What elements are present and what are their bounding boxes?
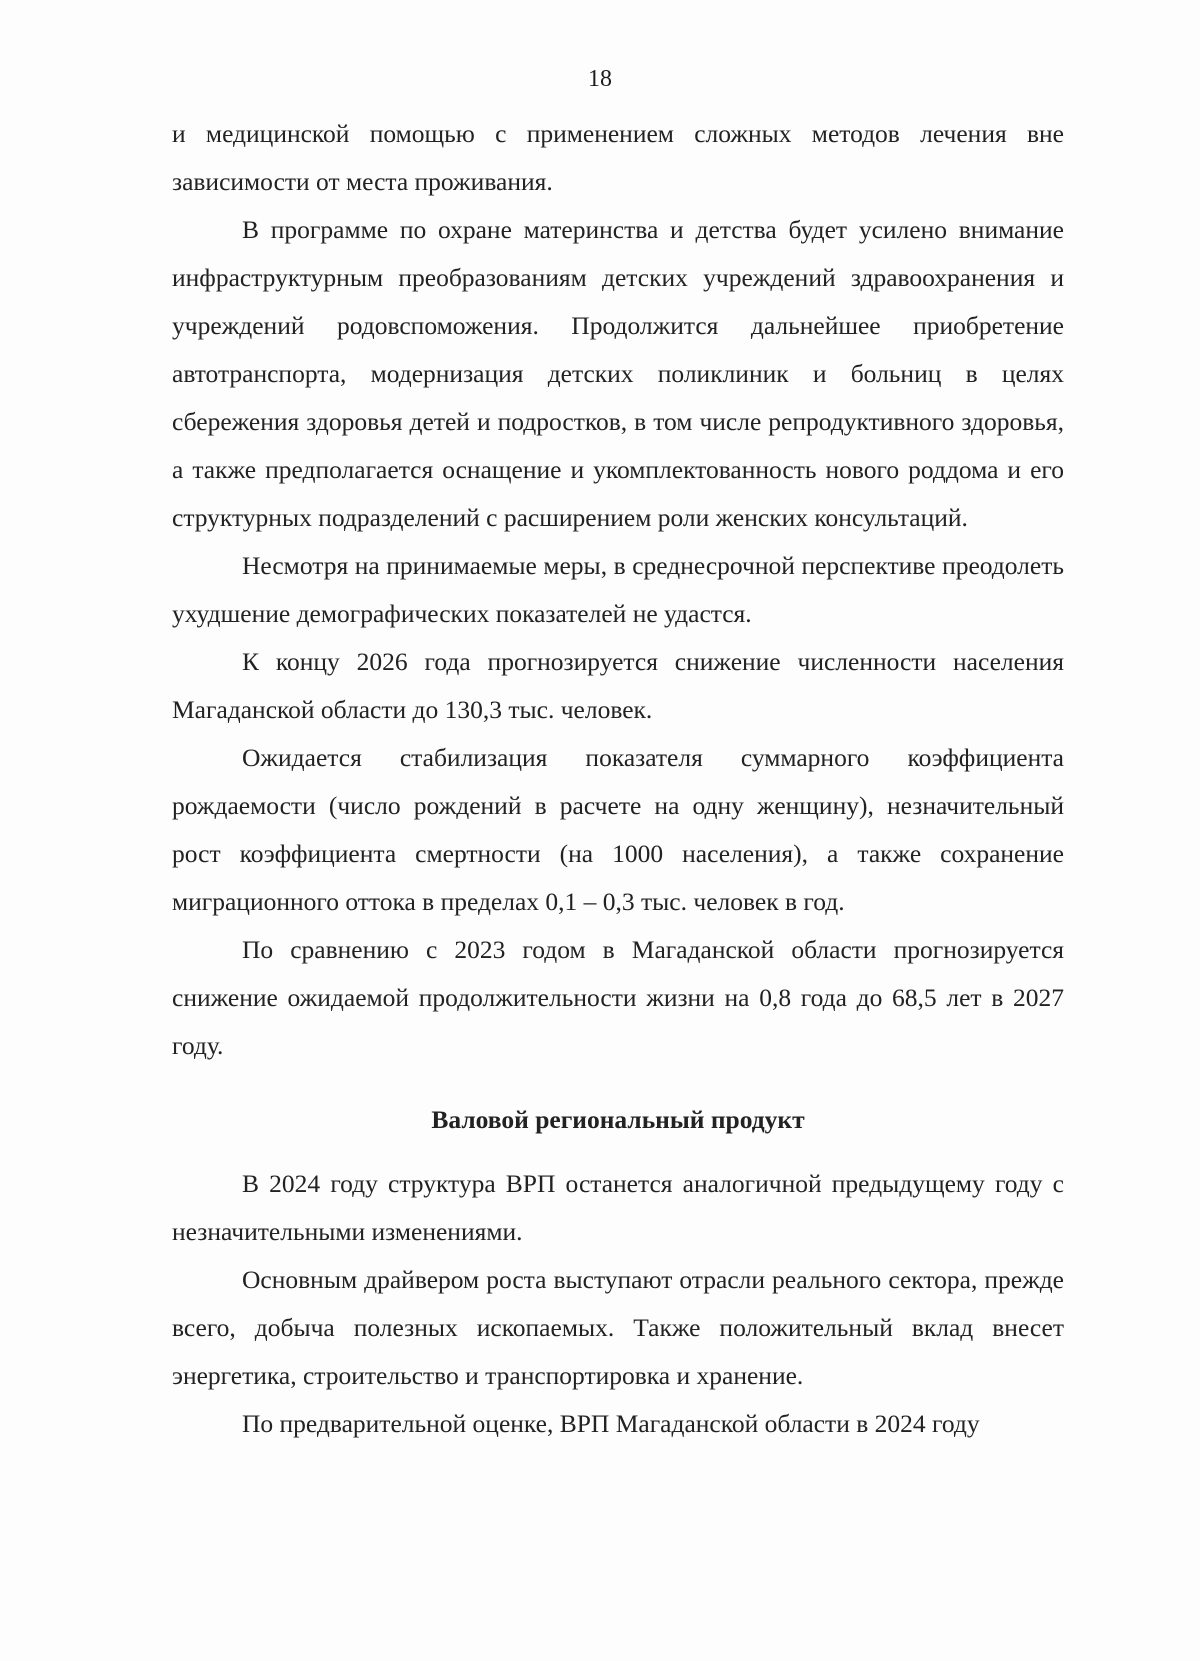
paragraph-life-expectancy: По сравнению с 2023 годом в Магаданской области прогнозируется снижение ожидаемой продолжительности жизни на 0,8 года до 68,5 лет в 2027 году. <box>172 935 1064 1060</box>
document-body <box>172 110 1064 1448</box>
paragraph-maternity-program: В программе по охране материнства и детства будет усилено внимание инфраструктурным преобразованиям детских учреждений здравоохранения и учреждений родовспоможения. Продолжится дальнейшее приобретение автотранспорта, модернизация детских поликлиник и больниц в целях сбережения здоровья детей и подростков, в том числе репродуктивного здоровья, а также предполагается оснащение и укомплектованность нового роддома и его структурных подразделений с расширением роли женских консультаций. <box>172 215 1064 532</box>
paragraph-population-forecast: К концу 2026 года прогнозируется снижение численности населения Магаданской области до 130,3 тыс. человек. <box>172 647 1064 724</box>
paragraph-grp-estimate: По предварительной оценке, ВРП Магаданской области в 2024 году <box>242 1409 980 1438</box>
paragraph-demographic-outlook: Несмотря на принимаемые меры, в среднесрочной перспективе преодолеть ухудшение демографических показателей не удастся. <box>172 551 1064 628</box>
page-number: 18 <box>588 66 612 92</box>
paragraph-grp-structure: В 2024 году структура ВРП останется аналогичной предыдущему году с незначительными изменениями. <box>172 1169 1064 1246</box>
section-heading: Валовой региональный продукт <box>431 1105 805 1134</box>
paragraph-growth-drivers: Основным драйвером роста выступают отрасли реального сектора, прежде всего, добыча полезных ископаемых. Также положительный вклад внесет энергетика, строительство и транспортировка и хранение. <box>172 1265 1064 1390</box>
paragraph-continuation: и медицинской помощью с применением сложных методов лечения вне зависимости от места проживания. <box>172 119 1064 196</box>
paragraph-fertility-mortality: Ожидается стабилизация показателя суммарного коэффициента рождаемости (число рождений в расчете на одну женщину), незначительный рост коэффициента смертности (на 1000 населения), а также сохранение миграционного оттока в пределах 0,1 – 0,3 тыс. человек в год. <box>172 743 1064 916</box>
